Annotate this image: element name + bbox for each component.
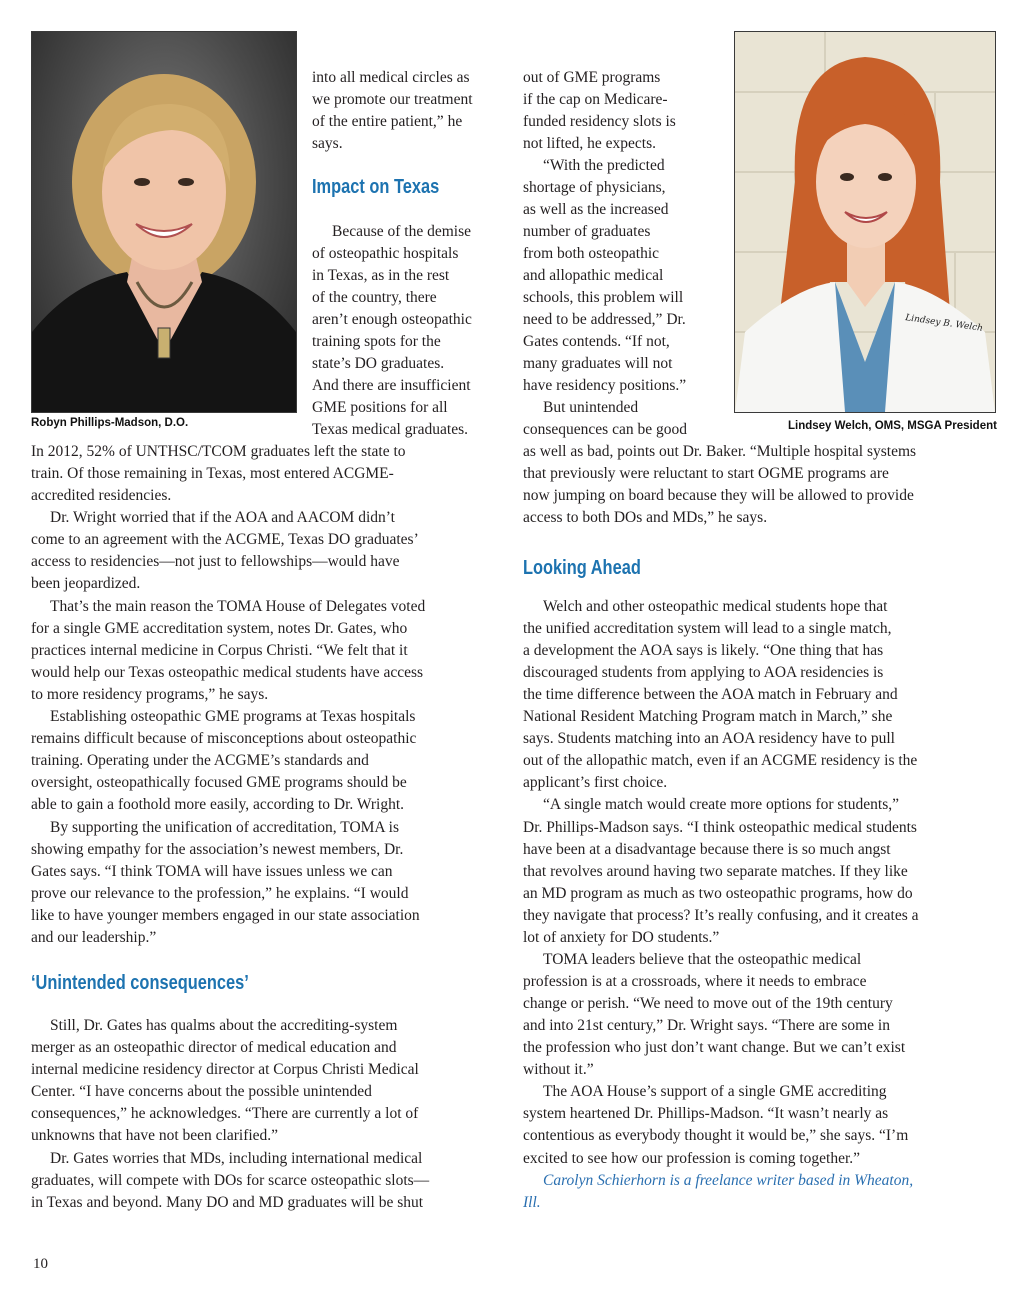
text-line: of the country, there xyxy=(312,289,437,306)
text-line: Still, Dr. Gates has qualms about the accrediting-system xyxy=(50,1017,398,1034)
text-line: “With the predicted xyxy=(543,157,665,174)
text-line: excited to see how our profession is coming together.” xyxy=(523,1150,861,1167)
text-line: National Resident Matching Program match in March,” she xyxy=(523,708,893,725)
text-line: consequences,” he acknowledges. “There are currently a lot of xyxy=(31,1105,419,1122)
page-number: 10 xyxy=(33,1256,48,1272)
photo-robyn-phillips-madson xyxy=(31,31,297,413)
text-line: Texas medical graduates. xyxy=(312,421,468,438)
text-line: state’s DO graduates. xyxy=(312,355,445,372)
text-line: would help our Texas osteopathic medical students have access xyxy=(31,664,424,681)
text-line: the unified accreditation system will lead to a single match, xyxy=(523,620,892,637)
portrait-woman-blonde xyxy=(32,32,296,412)
text-line: able to gain a foothold more easily, according to Dr. Wright. xyxy=(31,796,404,813)
text-line: as well as bad, points out Dr. Baker. “Multiple hospital systems xyxy=(523,443,917,460)
text-line: shortage of physicians, xyxy=(523,179,666,196)
text-line: profession is at a crossroads, where it needs to embrace xyxy=(523,973,867,990)
text-line: without it.” xyxy=(523,1061,594,1078)
text-line: that revolves around having two separate matches. If they like xyxy=(523,863,908,880)
text-line: GME positions for all xyxy=(312,399,448,416)
text-line: unknowns that have not been clarified.” xyxy=(31,1127,279,1144)
text-line: now jumping on board because they will be allowed to provide xyxy=(523,487,914,504)
text-line: says. Students matching into an AOA residency have to pull xyxy=(523,730,895,747)
heading-looking-ahead: Looking Ahead xyxy=(523,557,641,579)
text-line: system heartened Dr. Phillips-Madson. “It wasn’t nearly as xyxy=(523,1105,889,1122)
text-line: That’s the main reason the TOMA House of Delegates voted xyxy=(50,598,426,615)
text-line: an MD program as much as two osteopathic programs, how do xyxy=(523,885,913,902)
text-line: from both osteopathic xyxy=(523,245,660,262)
text-line: for a single GME accreditation system, notes Dr. Gates, who xyxy=(31,620,408,637)
text-line: contentious as everybody thought it would be,” she says. “I’m xyxy=(523,1127,909,1144)
text-line: in Texas, as in the rest xyxy=(312,267,450,284)
text-line: showing empathy for the association’s newest members, Dr. xyxy=(31,841,404,858)
text-line: if the cap on Medicare- xyxy=(523,91,668,108)
photo-lindsey-welch xyxy=(734,31,996,413)
text-line: many graduates will not xyxy=(523,355,673,372)
text-line: Welch and other osteopathic medical students hope that xyxy=(543,598,888,615)
text-line: schools, this problem will xyxy=(523,289,684,306)
text-line: applicant’s first choice. xyxy=(523,774,668,791)
byline-line: Ill. xyxy=(523,1194,541,1211)
text-line: practices internal medicine in Corpus Christi. “We felt that it xyxy=(31,642,408,659)
text-line: of the entire patient,” he xyxy=(312,113,463,130)
text-line: Gates says. “I think TOMA will have issues unless we can xyxy=(31,863,393,880)
text-line: have residency positions.” xyxy=(523,377,687,394)
text-line: remains difficult because of misconceptions about osteopathic xyxy=(31,730,417,747)
text-line: Dr. Phillips-Madson says. “I think osteopathic medical students xyxy=(523,819,917,836)
text-line: a development the AOA says is likely. “One thing that has xyxy=(523,642,884,659)
text-line: not lifted, he expects. xyxy=(523,135,656,152)
text-line: access to residencies—not just to fellowships—would have xyxy=(31,553,400,570)
text-line: In 2012, 52% of UNTHSC/TCOM graduates left the state to xyxy=(31,443,406,460)
text-line: out of the allopathic match, even if an ACGME residency is the xyxy=(523,752,918,769)
text-line: and allopathic medical xyxy=(523,267,664,284)
text-line: that previously were reluctant to start OGME programs are xyxy=(523,465,889,482)
text-line: and into 21st century,” Dr. Wright says. “There are some in xyxy=(523,1017,890,1034)
text-line: lot of anxiety for DO students.” xyxy=(523,929,720,946)
text-line: oversight, osteopathically focused GME programs should be xyxy=(31,774,407,791)
text-line: consequences can be good xyxy=(523,421,687,438)
text-line: aren’t enough osteopathic xyxy=(312,311,472,328)
heading-unintended-consequences: ‘Unintended consequences’ xyxy=(31,972,249,994)
text-line: By supporting the unification of accreditation, TOMA is xyxy=(50,819,399,836)
text-line: TOMA leaders believe that the osteopathic medical xyxy=(543,951,862,968)
caption-robyn: Robyn Phillips-Madson, D.O. xyxy=(31,417,189,429)
text-line: But unintended xyxy=(543,399,639,416)
text-line: been jeopardized. xyxy=(31,575,141,592)
text-line: and our leadership.” xyxy=(31,929,157,946)
text-line: graduates, will compete with DOs for scarce osteopathic slots— xyxy=(31,1172,430,1189)
text-line: the time difference between the AOA match in February and xyxy=(523,686,898,703)
text-line: come to an agreement with the ACGME, Texas DO graduates’ xyxy=(31,531,419,548)
text-line: discouraged students from applying to AOA residencies is xyxy=(523,664,884,681)
byline-line: Carolyn Schierhorn is a freelance writer based in Wheaton, xyxy=(543,1172,914,1189)
text-line: funded residency slots is xyxy=(523,113,676,130)
text-line: need to be addressed,” Dr. xyxy=(523,311,686,328)
text-line: access to both DOs and MDs,” he says. xyxy=(523,509,768,526)
text-line: Establishing osteopathic GME programs at Texas hospitals xyxy=(50,708,416,725)
text-line: train. Of those remaining in Texas, most entered ACGME- xyxy=(31,465,394,482)
text-line: we promote our treatment xyxy=(312,91,473,108)
text-line: the profession who just don’t want change. But we can’t exist xyxy=(523,1039,906,1056)
text-line: out of GME programs xyxy=(523,69,661,86)
text-line: Because of the demise xyxy=(332,223,472,240)
text-line: Gates contends. “If not, xyxy=(523,333,670,350)
text-line: “A single match would create more options for students,” xyxy=(543,796,899,813)
text-line: And there are insufficient xyxy=(312,377,471,394)
text-line: into all medical circles as xyxy=(312,69,470,86)
portrait-woman-redhead xyxy=(735,32,995,412)
text-line: like to have younger members engaged in our state association xyxy=(31,907,420,924)
text-line: in Texas and beyond. Many DO and MD graduates will be shut xyxy=(31,1194,424,1211)
text-line: have been at a disadvantage because there is so much angst xyxy=(523,841,891,858)
text-line: The AOA House’s support of a single GME accrediting xyxy=(543,1083,887,1100)
text-line: to more residency programs,” he says. xyxy=(31,686,269,703)
text-line: Center. “I have concerns about the possible unintended xyxy=(31,1083,372,1100)
text-line: they navigate that process? It’s really confusing, and it creates a xyxy=(523,907,919,924)
text-line: training. Operating under the ACGME’s standards and xyxy=(31,752,369,769)
text-line: accredited residencies. xyxy=(31,487,172,504)
text-line: as well as the increased xyxy=(523,201,669,218)
text-line: Dr. Wright worried that if the AOA and AACOM didn’t xyxy=(50,509,395,526)
text-line: of osteopathic hospitals xyxy=(312,245,459,262)
text-line: training spots for the xyxy=(312,333,441,350)
text-line: merger as an osteopathic director of medical education and xyxy=(31,1039,397,1056)
caption-lindsey: Lindsey Welch, OMS, MSGA President xyxy=(788,420,997,432)
heading-impact-on-texas: Impact on Texas xyxy=(312,176,440,198)
text-line: Dr. Gates worries that MDs, including international medical xyxy=(50,1150,423,1167)
text-line: internal medicine residency director at Corpus Christi Medical xyxy=(31,1061,419,1078)
name-tag-text: Lindsey B. Welch xyxy=(904,313,984,334)
text-line: says. xyxy=(312,135,343,152)
text-line: change or perish. “We need to move out of the 19th century xyxy=(523,995,893,1012)
text-line: number of graduates xyxy=(523,223,651,240)
text-line: prove our relevance to the profession,” he explains. “I would xyxy=(31,885,409,902)
